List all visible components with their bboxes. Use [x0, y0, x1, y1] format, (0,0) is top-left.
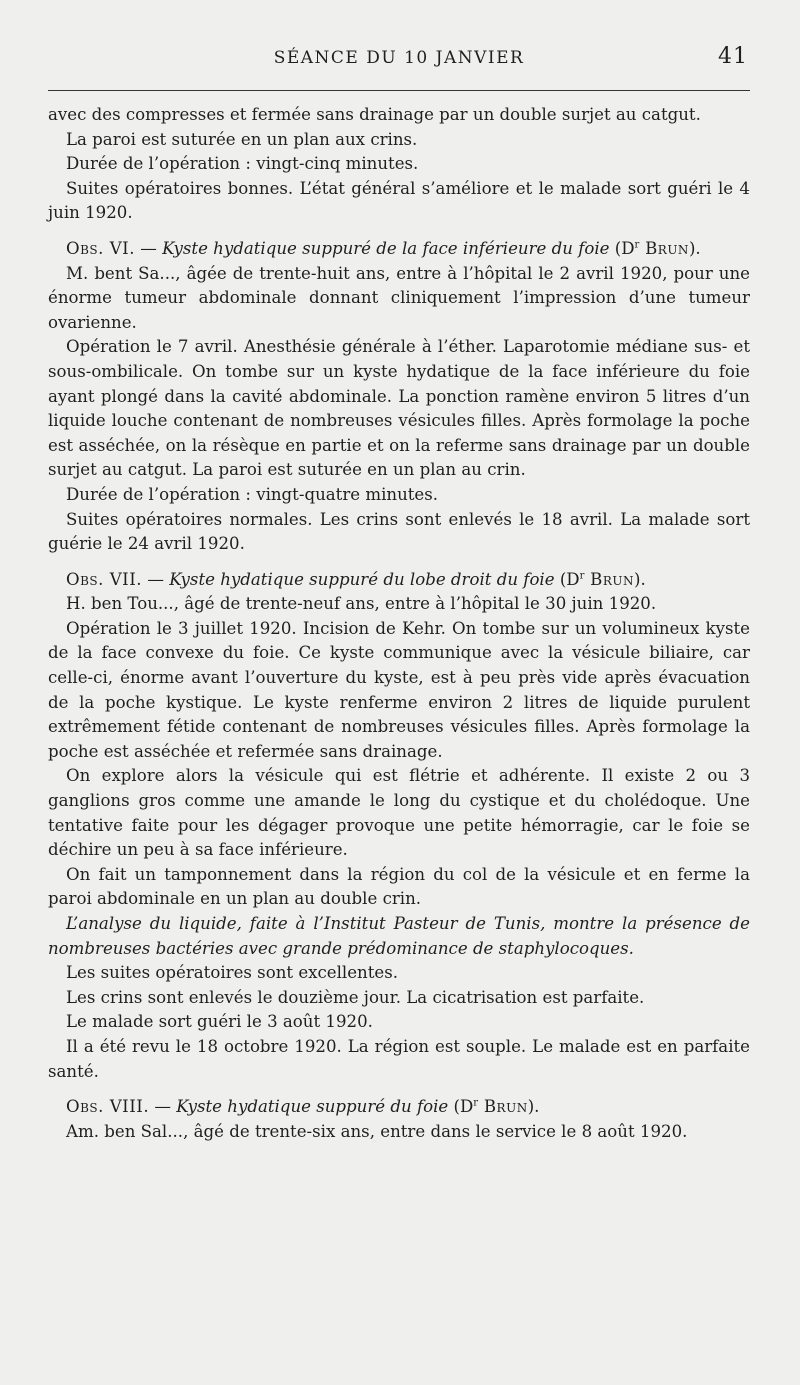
running-header: [48, 42, 750, 76]
obs-label: Obs. VII.: [66, 569, 143, 589]
obs-author-sup: r: [579, 570, 585, 582]
paragraph: Le malade sort guéri le 3 août 1920.: [66, 1012, 373, 1032]
paragraph: On explore alors la vésicule qui est flétrie et adhérente. Il existe 2 ou 3 ganglions gros comme une amande le long du cystique et du cholédoque. Une tentative faite pour les dégager provoque une petite hémorragie, car le foie se déchire un peu à sa face inférieure.: [48, 766, 750, 860]
paragraph-italic: L’analyse du liquide, faite à l’Institut Pasteur de Tunis, montre la présence de nombreuses bactéries avec grande prédominance de staphylocoques.: [48, 914, 750, 958]
paragraph: M. bent Sa..., âgée de trente-huit ans, entre à l’hôpital le 2 avril 1920, pour une énorme tumeur abdominale donnant cliniquement l’impression d’une tumeur ovarienne.: [48, 263, 750, 332]
obs-title: Kyste hydatique suppuré du lobe droit du foie: [169, 569, 555, 589]
paragraph: Suites opératoires bonnes. L’état général s’améliore et le malade sort guéri le 4 juin 1920.: [48, 178, 750, 223]
paragraph: Suites opératoires normales. Les crins sont enlevés le 18 avril. La malade sort guérie le 24 avril 1920.: [48, 509, 750, 554]
obs-author-close: ).: [688, 238, 701, 258]
obs-dash: —: [149, 1097, 177, 1117]
paragraph: Les crins sont enlevés le douzième jour. La cicatrisation est parfaite.: [66, 987, 645, 1007]
obs-author-close: ).: [527, 1097, 540, 1117]
obs-author-sup: r: [473, 1097, 479, 1109]
observation-heading-7: [48, 568, 750, 593]
paragraph: Durée de l’opération : vingt-quatre minutes.: [66, 484, 439, 504]
obs-author-sup: r: [634, 239, 640, 251]
paragraph: Les suites opératoires sont excellentes.: [66, 963, 399, 983]
obs-label: Obs. VI.: [66, 238, 136, 258]
observation-heading-6: [48, 237, 750, 262]
paragraph: Durée de l’opération : vingt-cinq minutes.: [66, 154, 419, 174]
paragraph: Am. ben Sal..., âgé de trente-six ans, entre dans le service le 8 août 1920.: [66, 1121, 688, 1141]
paragraph: avec des compresses et fermée sans drainage par un double surjet au catgut.: [48, 105, 701, 124]
page-number: 41: [718, 44, 748, 69]
running-title: SÉANCE DU 10 JANVIER: [273, 48, 525, 68]
obs-author: Brun: [478, 1097, 528, 1117]
paragraph: Il a été revu le 18 octobre 1920. La région est souple. Le malade est en parfaite santé.: [48, 1036, 750, 1081]
obs-author-open: (D: [448, 1097, 474, 1117]
obs-label: Obs. VIII.: [66, 1097, 150, 1117]
obs-author-open: (D: [554, 569, 580, 589]
paragraph: Opération le 7 avril. Anesthésie générale à l’éther. Laparotomie médiane sus- et sous-ombilicale. On tombe sur un kyste hydatique de la face inférieure du foie ayant plongé dans la cavité abdominale. La ponction ramène environ 5 litres d’un liquide louche contenant de nombreuses vésicules filles. Après formolage la poche est asséchée, on la résèque en partie et on la referme sans drainage par un double surjet au catgut. La paroi est suturée en un plan au crin.: [48, 337, 750, 480]
header-rule: [48, 90, 750, 91]
observation-heading-8: [48, 1095, 750, 1120]
obs-title: Kyste hydatique suppuré du foie: [176, 1097, 449, 1117]
obs-dash: —: [135, 238, 163, 258]
obs-author: Brun: [584, 569, 635, 589]
paragraph: On fait un tamponnement dans la région du col de la vésicule et en ferme la paroi abdominale en un plan au double crin.: [48, 864, 750, 909]
obs-author: Brun: [639, 238, 689, 258]
body-text: [48, 103, 750, 1144]
paragraph: La paroi est suturée en un plan aux crins.: [66, 129, 418, 149]
paragraph: Opération le 3 juillet 1920. Incision de Kehr. On tombe sur un volumineux kyste de la face convexe du foie. Ce kyste communique avec la vésicule biliaire, car celle-ci, énorme avant l’ouverture du kyste, est à peu près vide après évacuation de la poche kystique. Le kyste renferme environ 2 litres de liquide purulent extrêmement fétide contenant de nombreuses vésicules filles. Après formolage la poche est asséchée et refermée sans drainage.: [48, 618, 750, 761]
obs-title: Kyste hydatique suppuré de la face inférieure du foie: [162, 238, 610, 258]
obs-author-open: (D: [609, 238, 635, 258]
obs-dash: —: [142, 569, 170, 589]
paragraph: H. ben Tou..., âgé de trente-neuf ans, entre à l’hôpital le 30 juin 1920.: [66, 594, 657, 614]
obs-author-close: ).: [634, 569, 646, 589]
